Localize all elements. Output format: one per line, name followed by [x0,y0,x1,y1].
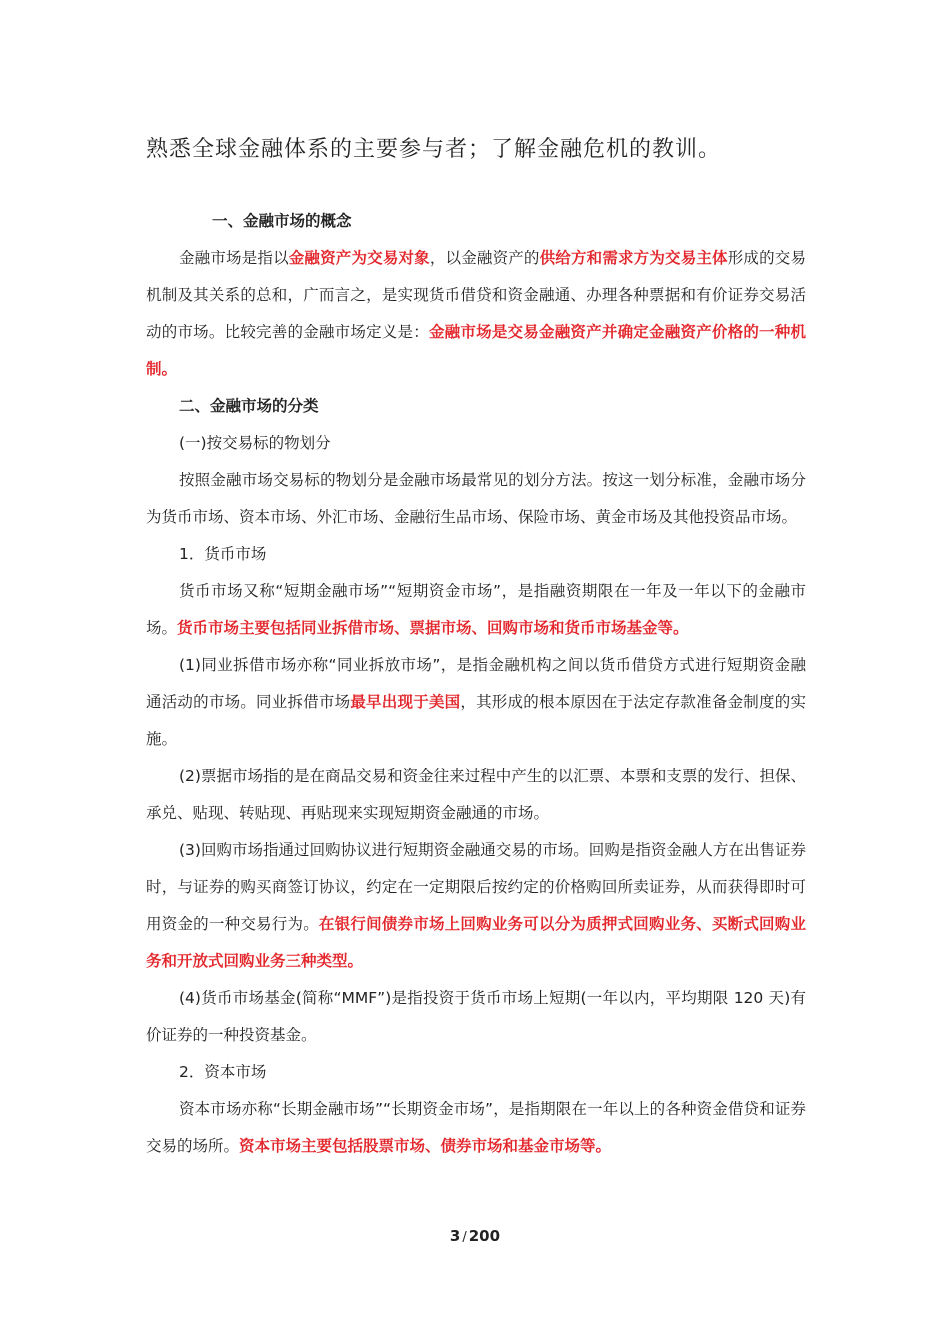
paragraph-bill-market: (2)票据市场指的是在商品交易和资金往来过程中产生的以汇票、本票和支票的发行、担保、承兑、贴现、转贴现、再贴现来实现短期资金融通的市场。 [146,767,806,822]
item-money-market: 1．货币市场 [179,545,267,563]
page-number: 3 / 200 [449,1227,501,1245]
paragraph-mmf: (4)货币市场基金(简称“MMF”)是指投资于货币市场上短期(一年以内，平均期限 120 天)有价证券的一种投资基金。 [146,989,806,1044]
highlight-text: 金融资产为交易对象 [288,249,430,267]
paragraph-classification: 按照金融市场交易标的物划分是金融市场最常见的划分方法。按这一划分标准，金融市场分为货币市场、资本市场、外汇市场、金融衍生品市场、保险市场、黄金市场及其他投资品市场。 [146,471,806,526]
highlight-text: 资本市场主要包括股票市场、债券市场和基金市场等。 [239,1137,612,1155]
paragraph-capital-market: 资本市场亦称“长期金融市场”“长期资金市场”，是指期限在一年以上的各种资金借贷和证券交易的场所。资本市场主要包括股票市场、债券市场和基金市场等。 [146,1100,806,1155]
lead-sentence: 熟悉全球金融体系的主要参与者；了解金融危机的教训。 [146,137,722,162]
document-body [146,203,806,1165]
subheading-by-object: (一)按交易标的物划分 [179,434,331,452]
highlight-text: 在银行间债券市场上回购业务可以分为质押式回购业务、买断式回购业务和开放式回购业务三种类型。 [146,915,806,970]
paragraph-repo-market: (3)回购市场指通过回购协议进行短期资金融通交易的市场。回购是指资金融人方在出售证券时，与证券的购买商签订协议，约定在一定期限后按约定的价格购回所卖证券，从而获得即时可用资金的一种交易行为。在银行间债券市场上回购业务可以分为质押式回购业务、买断式回购业务和开放式回购业务三种类型。 [146,841,806,970]
paragraph-interbank: (1)同业拆借市场亦称“同业拆放市场”，是指金融机构之间以货币借贷方式进行短期资金融通活动的市场。同业拆借市场最早出现于美国，其形成的根本原因在于法定存款准备金制度的实施。 [146,656,806,748]
highlight-text: 供给方和需求方为交易主体 [539,249,728,267]
highlight-text: 金融市场是交易金融资产并确定金融资产价格的一种机制。 [146,323,806,378]
section-heading-classification: 二、金融市场的分类 [179,397,319,415]
paragraph-money-market: 货币市场又称“短期金融市场”“短期资金市场”，是指融资期限在一年及一年以下的金融市场。货币市场主要包括同业拆借市场、票据市场、回购市场和货币市场基金等。 [146,582,806,637]
paragraph-concept: 金融市场是指以金融资产为交易对象，以金融资产的供给方和需求方为交易主体形成的交易机制及其关系的总和，广而言之，是实现货币借贷和资金融通、办理各种票据和有价证券交易活动的市场。比较完善的金融市场定义是：金融市场是交易金融资产并确定金融资产价格的一种机制。 [146,249,806,378]
highlight-text: 货币市场主要包括同业拆借市场、票据市场、回购市场和货币市场基金等。 [177,619,689,637]
section-heading-concept: 一、金融市场的概念 [212,212,352,230]
highlight-text: 最早出现于美国 [350,693,461,711]
item-capital-market: 2．资本市场 [179,1063,267,1081]
